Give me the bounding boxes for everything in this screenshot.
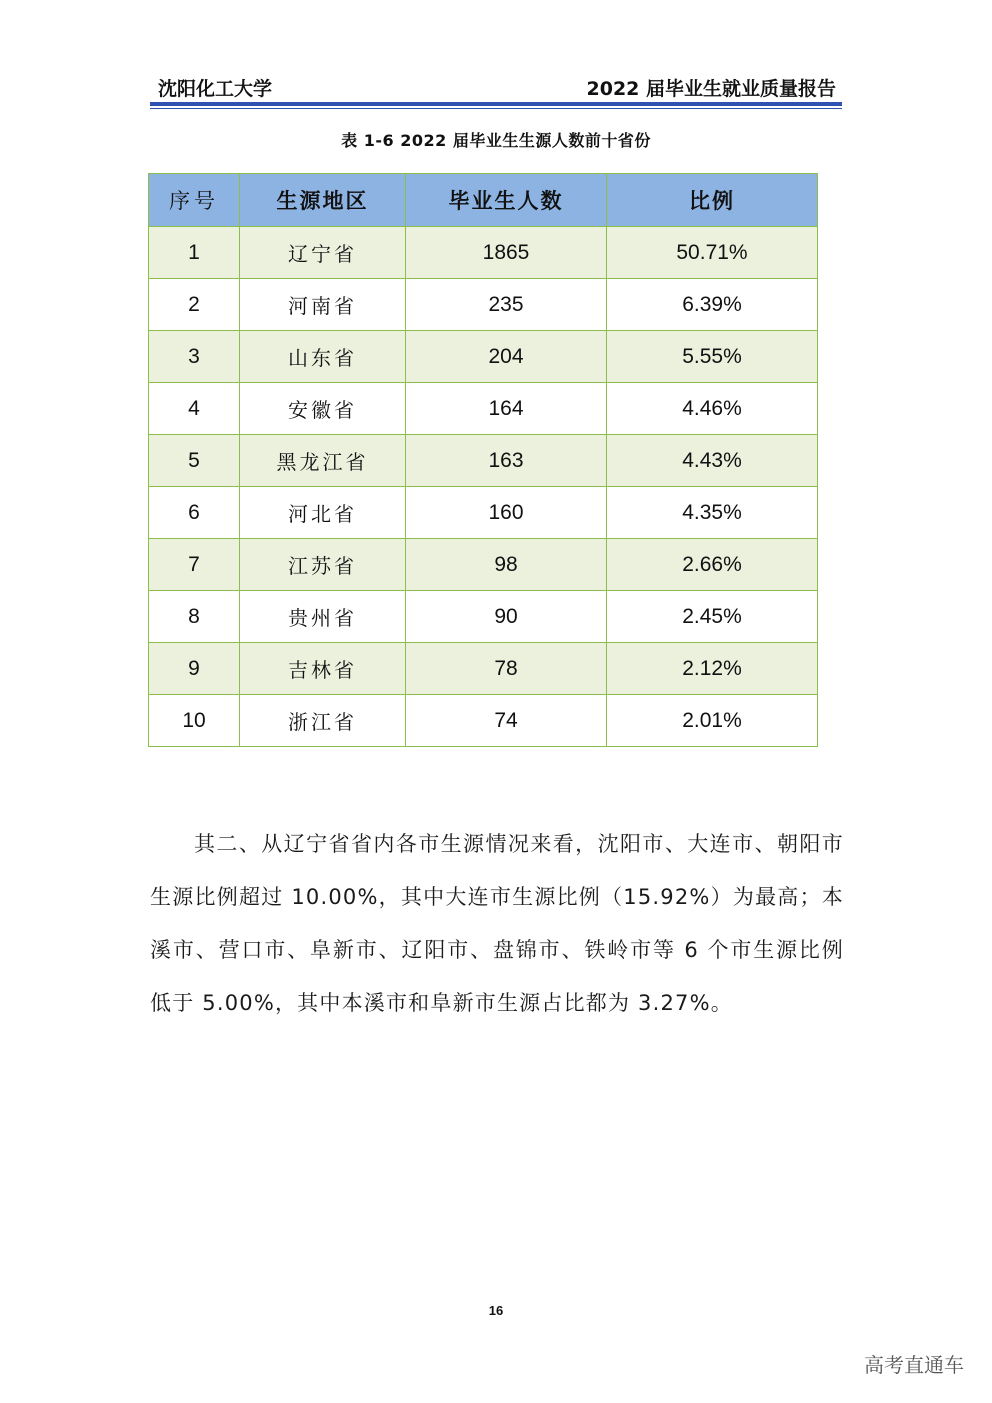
cell-region: 浙江省 <box>240 695 406 747</box>
cell-graduates: 164 <box>406 383 607 435</box>
column-header-graduates: 毕业生人数 <box>406 174 607 227</box>
report-title: 2022 届毕业生就业质量报告 <box>586 78 836 100</box>
table-row <box>149 695 818 747</box>
cell-index: 9 <box>149 643 240 695</box>
top-ten-provinces-table <box>148 173 818 747</box>
table-row <box>149 435 818 487</box>
cell-ratio: 5.55% <box>607 331 818 383</box>
cell-index: 1 <box>149 227 240 279</box>
header-divider-thin <box>150 108 842 109</box>
cell-region: 江苏省 <box>240 539 406 591</box>
cell-region: 黑龙江省 <box>240 435 406 487</box>
cell-index: 3 <box>149 331 240 383</box>
table-row <box>149 591 818 643</box>
cell-index: 5 <box>149 435 240 487</box>
watermark-text: 高考直通车 <box>864 1353 964 1377</box>
cell-ratio: 4.43% <box>607 435 818 487</box>
cell-graduates: 90 <box>406 591 607 643</box>
cell-graduates: 204 <box>406 331 607 383</box>
body-paragraph: 其二、从辽宁省省内各市生源情况来看，沈阳市、大连市、朝阳市生源比例超过 10.00%，其中大连市生源比例（15.92%）为最高；本溪市、营口市、阜新市、辽阳市、盘锦市、铁岭市等 6 个市生源比例低于 5.00%，其中本溪市和阜新市生源占比都为 3.27%。 <box>150 832 844 1015</box>
cell-region: 吉林省 <box>240 643 406 695</box>
cell-graduates: 98 <box>406 539 607 591</box>
table-header-row <box>149 174 818 227</box>
table-row <box>149 539 818 591</box>
page-header <box>150 74 842 102</box>
cell-ratio: 4.35% <box>607 487 818 539</box>
cell-region: 河北省 <box>240 487 406 539</box>
column-header-ratio: 比例 <box>607 174 818 227</box>
cell-graduates: 78 <box>406 643 607 695</box>
cell-index: 4 <box>149 383 240 435</box>
table-row <box>149 279 818 331</box>
cell-ratio: 2.12% <box>607 643 818 695</box>
cell-index: 6 <box>149 487 240 539</box>
table-row <box>149 227 818 279</box>
cell-graduates: 160 <box>406 487 607 539</box>
cell-ratio: 2.01% <box>607 695 818 747</box>
page-number: 16 <box>488 1303 504 1318</box>
cell-index: 10 <box>149 695 240 747</box>
cell-graduates: 235 <box>406 279 607 331</box>
cell-index: 2 <box>149 279 240 331</box>
university-name: 沈阳化工大学 <box>158 78 273 100</box>
table-row <box>149 487 818 539</box>
table-row <box>149 331 818 383</box>
cell-ratio: 2.45% <box>607 591 818 643</box>
cell-region: 山东省 <box>240 331 406 383</box>
column-header-index: 序号 <box>149 174 240 227</box>
table-body <box>149 227 818 747</box>
cell-ratio: 2.66% <box>607 539 818 591</box>
table-caption: 表 1-6 2022 届毕业生生源人数前十省份 <box>341 131 651 150</box>
cell-graduates: 1865 <box>406 227 607 279</box>
cell-region: 安徽省 <box>240 383 406 435</box>
cell-ratio: 50.71% <box>607 227 818 279</box>
cell-region: 河南省 <box>240 279 406 331</box>
cell-graduates: 163 <box>406 435 607 487</box>
table-row <box>149 383 818 435</box>
cell-ratio: 6.39% <box>607 279 818 331</box>
cell-ratio: 4.46% <box>607 383 818 435</box>
cell-index: 8 <box>149 591 240 643</box>
cell-index: 7 <box>149 539 240 591</box>
cell-region: 辽宁省 <box>240 227 406 279</box>
table-row <box>149 643 818 695</box>
column-header-region: 生源地区 <box>240 174 406 227</box>
cell-graduates: 74 <box>406 695 607 747</box>
header-divider-thick <box>150 102 842 106</box>
cell-region: 贵州省 <box>240 591 406 643</box>
